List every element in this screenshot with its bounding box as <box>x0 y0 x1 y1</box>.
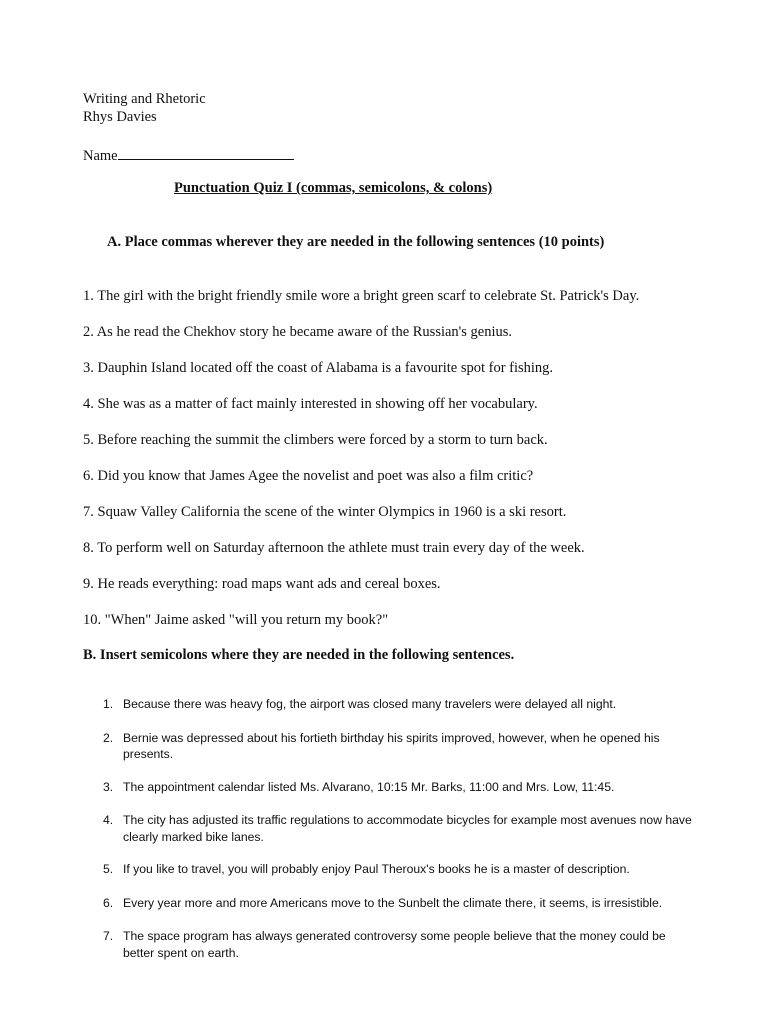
section-b-item <box>103 812 693 845</box>
section-b-item-text: Bernie was depressed about his fortieth birthday his spirits improved, however, when he opened his presents. <box>123 730 660 761</box>
section-b-item-number: 7. <box>103 929 114 943</box>
section-b-item-text: Every year more and more Americans move to the Sunbelt the climate there, it seems, is irresistible. <box>123 895 663 910</box>
section-b-item-number: 6. <box>103 895 114 910</box>
section-b-item <box>103 779 693 796</box>
section-b-item-text: If you like to travel, you will probably enjoy Paul Theroux's books he is a master of description. <box>123 862 630 876</box>
section-a-item: 6. Did you know that James Agee the novelist and poet was also a film critic? <box>83 468 534 484</box>
section-a-item: 9. He reads everything: road maps want ads and cereal boxes. <box>83 576 441 592</box>
section-b-item-number: 3. <box>103 779 114 794</box>
section-a-item: 7. Squaw Valley California the scene of the winter Olympics in 1960 is a ski resort. <box>83 504 567 520</box>
section-a-item: 5. Before reaching the summit the climbers were forced by a storm to turn back. <box>83 432 548 448</box>
section-b-item-text: Because there was heavy fog, the airport was closed many travelers were delayed all night. <box>123 697 617 711</box>
section-b-item <box>103 696 693 713</box>
section-a-item: 10. "When" Jaime asked "will you return my book?" <box>83 612 389 628</box>
section-b-item-text: The appointment calendar listed Ms. Alvarano, 10:15 Mr. Barks, 11:00 and Mrs. Low, 11:45. <box>123 779 615 794</box>
name-label: Name <box>83 148 118 164</box>
section-b-item-text: The space program has always generated controversy some people believe that the money could be better spent on earth. <box>123 929 666 960</box>
section-b-item <box>103 895 693 912</box>
section-b-item-text: The city has adjusted its traffic regulations to accommodate bicycles for example most avenues now have clearly marked bike lanes. <box>123 813 692 844</box>
section-b-item-number: 4. <box>103 813 114 827</box>
course-title: Writing and Rhetoric <box>83 91 206 107</box>
name-blank-line[interactable] <box>118 145 294 160</box>
section-a-item: 2. As he read the Chekhov story he became aware of the Russian's genius. <box>83 324 513 340</box>
section-b-item <box>103 928 693 961</box>
instructor-name: Rhys Davies <box>83 109 157 125</box>
section-a-item: 3. Dauphin Island located off the coast of Alabama is a favourite spot for fishing. <box>83 360 554 376</box>
section-b-item-number: 2. <box>103 730 114 745</box>
quiz-title: Punctuation Quiz I (commas, semicolons, & colons) <box>174 180 493 196</box>
section-a-item: 4. She was as a matter of fact mainly interested in showing off her vocabulary. <box>83 396 538 412</box>
section-a-item: 8. To perform well on Saturday afternoon the athlete must train every day of the week. <box>83 540 585 556</box>
section-b-item <box>103 861 693 878</box>
section-a-list <box>83 286 639 646</box>
name-field[interactable] <box>83 145 294 165</box>
section-a-item: 1. The girl with the bright friendly smile wore a bright green scarf to celebrate St. Patrick's Day. <box>83 288 640 304</box>
section-a-heading: A. Place commas wherever they are needed in the following sentences (10 points) <box>107 234 605 250</box>
section-b-heading: B. Insert semicolons where they are needed in the following sentences. <box>83 647 515 663</box>
section-b-item-number: 1. <box>103 697 114 711</box>
section-b-item <box>103 730 693 763</box>
section-b-list <box>103 696 693 961</box>
section-b-item-number: 5. <box>103 862 114 876</box>
